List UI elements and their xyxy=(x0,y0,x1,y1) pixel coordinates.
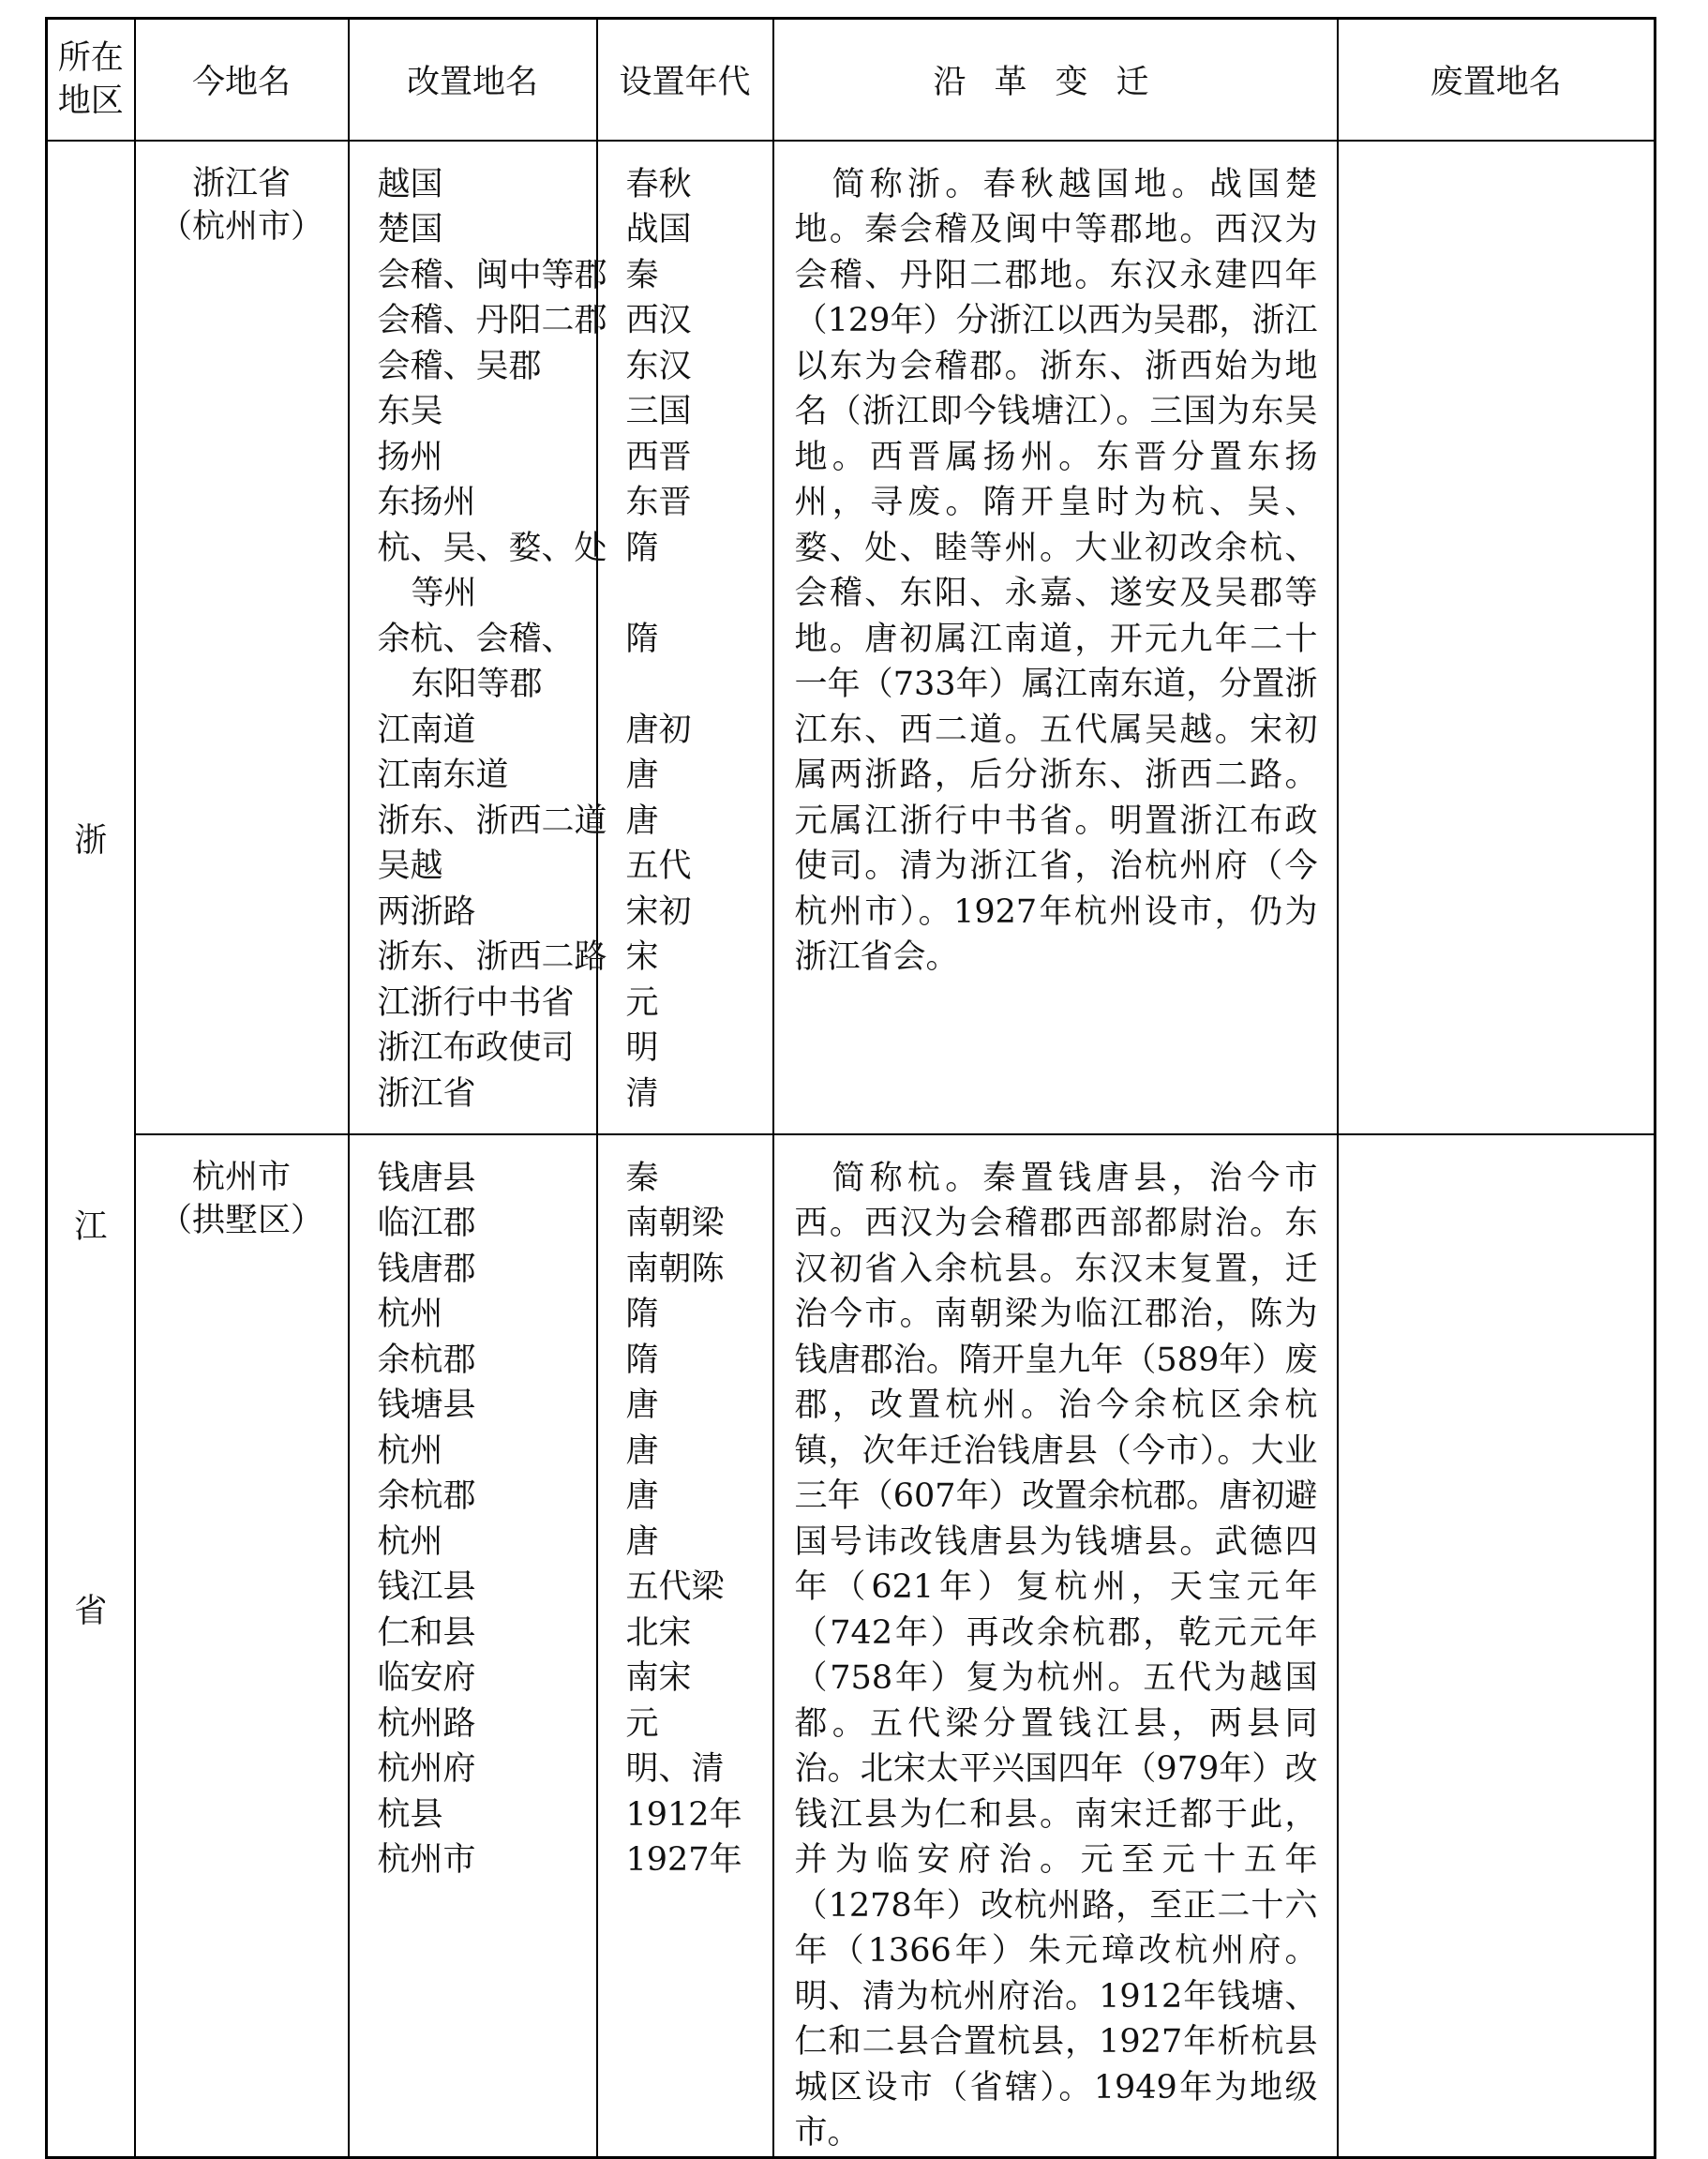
era-item: 隋 xyxy=(625,1296,659,1333)
changed-name-item: 会稽、丹阳二郡 xyxy=(377,302,607,339)
changed-name-item: 浙江省 xyxy=(377,1074,476,1113)
changed-names-cell xyxy=(349,1134,597,2158)
changed-name-item: 等州 xyxy=(411,575,477,612)
header-changed-names: 改置地名 xyxy=(349,19,597,141)
header-region: 所在地区 xyxy=(47,19,135,141)
era-item: 元 xyxy=(625,1704,659,1743)
setup-era-cell xyxy=(597,1134,773,2158)
era-item: 唐 xyxy=(625,802,659,840)
era-item: 明、清 xyxy=(625,1750,725,1788)
changed-name-item: 临江郡 xyxy=(377,1205,476,1242)
changed-name-item: 钱江县 xyxy=(377,1568,476,1606)
header-setup-era: 设置年代 xyxy=(597,19,773,141)
era-item: 南朝梁 xyxy=(625,1205,725,1242)
era-item: 唐 xyxy=(625,1477,659,1515)
region-char: 江 xyxy=(74,1207,108,1246)
changed-name-item: 钱唐县 xyxy=(377,1159,476,1197)
changed-name-item: 杭州路 xyxy=(377,1704,476,1743)
changed-name-item: 杭州 xyxy=(377,1432,443,1470)
era-item: 清 xyxy=(625,1074,659,1113)
era-item: 唐初 xyxy=(625,711,692,749)
abolished-cell xyxy=(1338,1134,1656,2158)
era-item: 北宋 xyxy=(625,1613,692,1652)
era-item: 战国 xyxy=(625,211,692,248)
era-item: 五代 xyxy=(625,847,692,885)
changed-name-item: 仁和县 xyxy=(377,1613,476,1652)
era-item: 宋 xyxy=(625,938,659,976)
changed-name-item: 东阳等郡 xyxy=(411,666,543,703)
era-item: 隋 xyxy=(625,620,659,658)
changed-name-item: 东扬州 xyxy=(377,484,476,521)
region-char: 浙 xyxy=(74,821,108,860)
changed-name-item: 钱塘县 xyxy=(377,1387,476,1424)
changed-name-item: 余杭郡 xyxy=(377,1341,476,1379)
header-current-name: 今地名 xyxy=(135,19,349,141)
era-item: 隋 xyxy=(625,1341,659,1379)
abolished-cell xyxy=(1338,141,1656,1134)
changed-name-item: 楚国 xyxy=(377,211,443,248)
current-name-sub: （杭州市） xyxy=(158,207,323,246)
era-item: 隋 xyxy=(625,529,659,567)
era-item: 秦 xyxy=(625,1159,659,1197)
era-item: 唐 xyxy=(625,1432,659,1470)
changed-name-item: 杭州 xyxy=(377,1522,443,1561)
era-item: 1912年 xyxy=(625,1795,742,1834)
era-item: 南朝陈 xyxy=(625,1250,725,1288)
era-item: 唐 xyxy=(625,757,659,794)
changed-name-item: 东吴 xyxy=(377,393,443,430)
changed-name-item: 浙东、浙西二路 xyxy=(377,938,607,976)
header-row xyxy=(47,19,1656,141)
changed-name-item: 扬州 xyxy=(377,438,443,476)
history-cell: 简称杭。秦置钱唐县，治今市西。西汉为会稽郡西部都尉治。东汉初省入余杭县。东汉末复置，迁治今市。南朝梁为临江郡治，陈为钱唐郡治。隋开皇九年（589年）废郡，改置杭州。治今余杭区余杭镇，次年迁治钱唐县（今市）。大业三年（607年）改置余杭郡。唐初避国号讳改钱唐县为钱塘县。武德四年（621年）复杭州，天宝元年（742年）再改余杭郡，乾元元年（758年）复为杭州。五代为越国都。五代梁分置钱江县，两县同治。北宋太平兴国四年（979年）改钱江县为仁和县。南宋迁都于此，并为临安府治。元至元十五年（1278年）改杭州路，至正二十六年（1366年）朱元璋改杭州府。明、清为杭州府治。1912年钱塘、仁和二县合置杭县，1927年析杭县城区设市（省辖）。1949年为地级市。 xyxy=(773,1134,1338,2158)
changed-name-item: 钱唐郡 xyxy=(377,1250,476,1288)
changed-names-cell xyxy=(349,141,607,1134)
changed-name-item: 余杭、会稽、 xyxy=(377,620,575,658)
era-item: 元 xyxy=(625,983,659,1022)
changed-name-item: 两浙路 xyxy=(377,892,476,931)
changed-name-item: 江浙行中书省 xyxy=(377,983,575,1022)
current-name-cell xyxy=(135,1134,349,2158)
era-item: 东汉 xyxy=(625,347,692,385)
era-item: 东晋 xyxy=(625,484,692,521)
era-item: 春秋 xyxy=(625,165,692,203)
changed-name-item: 浙东、浙西二道 xyxy=(377,802,607,840)
current-name: 杭州市 xyxy=(191,1158,291,1196)
changed-name-item: 会稽、吴郡 xyxy=(377,347,542,385)
changed-name-item: 余杭郡 xyxy=(377,1477,476,1515)
header-history: 沿革变迁 xyxy=(773,19,1338,141)
era-item: 三国 xyxy=(625,393,692,430)
history-table xyxy=(45,17,1656,2159)
setup-era-cell xyxy=(597,141,773,1134)
changed-name-item: 越国 xyxy=(377,165,443,203)
table-row xyxy=(47,141,1656,1134)
region-cell xyxy=(47,141,135,2158)
era-item xyxy=(626,662,772,708)
era-item: 秦 xyxy=(625,256,659,294)
current-name: 浙江省 xyxy=(191,164,291,202)
era-item: 唐 xyxy=(625,1387,659,1424)
changed-name-item: 江南东道 xyxy=(377,757,509,794)
changed-name-item: 杭县 xyxy=(377,1795,443,1834)
era-item: 西汉 xyxy=(625,302,692,339)
changed-name-item: 吴越 xyxy=(377,847,443,885)
current-name-sub: （拱墅区） xyxy=(158,1201,323,1239)
changed-name-item: 临安府 xyxy=(377,1659,476,1697)
changed-name-item: 杭州市 xyxy=(377,1841,476,1879)
era-item: 五代梁 xyxy=(625,1568,725,1606)
changed-name-item: 江南道 xyxy=(377,711,476,749)
changed-name-item: 杭、吴、婺、处 xyxy=(377,529,607,567)
table-row xyxy=(47,1134,1656,2158)
era-item: 宋初 xyxy=(625,892,692,931)
era-item: 唐 xyxy=(625,1522,659,1561)
era-item: 西晋 xyxy=(625,438,692,476)
current-name-cell xyxy=(135,141,349,1134)
era-item: 南宋 xyxy=(625,1659,692,1697)
region-char: 省 xyxy=(74,1592,108,1630)
history-cell: 简称浙。春秋越国地。战国楚地。秦会稽及闽中等郡地。西汉为会稽、丹阳二郡地。东汉永建四年（129年）分浙江以西为吴郡，浙江以东为会稽郡。浙东、浙西始为地名（浙江即今钱塘江）。三国为东吴地。西晋属扬州。东晋分置东扬州，寻废。隋开皇时为杭、吴、婺、处、睦等州。大业初改余杭、会稽、东阳、永嘉、遂安及吴郡等地。唐初属江南道，开元九年二十一年（733年）属江南东道，分置浙江东、西二道。五代属吴越。宋初属两浙路，后分浙东、浙西二路。元属江浙行中书省。明置浙江布政使司。清为浙江省，治杭州府（今杭州市）。1927年杭州设市，仍为浙江省会。 xyxy=(773,141,1338,1134)
era-item: 1927年 xyxy=(625,1841,742,1879)
changed-name-item: 杭州府 xyxy=(377,1750,476,1788)
changed-name-item: 杭州 xyxy=(377,1296,443,1333)
era-item xyxy=(626,571,772,617)
changed-name-item: 浙江布政使司 xyxy=(377,1029,575,1067)
header-abolished: 废置地名 xyxy=(1338,19,1656,141)
era-item: 明 xyxy=(625,1029,659,1067)
changed-name-item: 会稽、闽中等郡 xyxy=(377,256,607,294)
